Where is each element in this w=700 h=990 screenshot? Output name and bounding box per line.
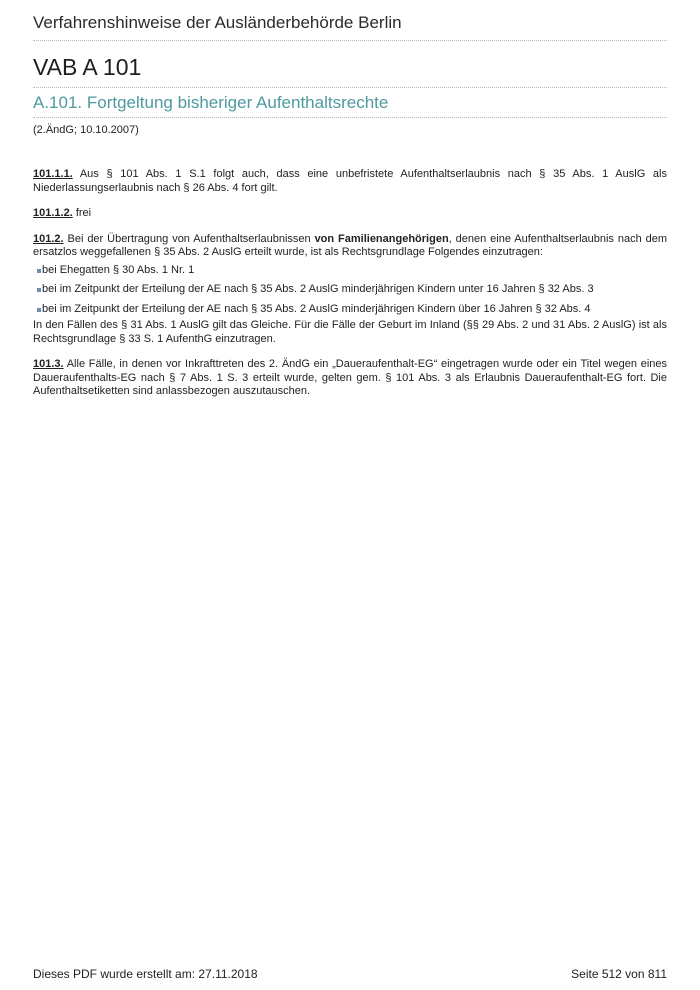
list-item-text: bei Ehegatten § 30 Abs. 1 Nr. 1 <box>42 263 195 276</box>
paragraph-bold-text: von Familienangehörigen <box>314 232 449 245</box>
paragraph-text: Aus § 101 Abs. 1 S.1 folgt auch, dass eine unbefristete Aufenthaltserlaubnis nach § 35 Abs. 1 AuslG als Niederlassungserlaubnis nach § 26 Abs. 4 fort gilt. <box>33 168 667 194</box>
list-item-text: bei im Zeitpunkt der Erteilung der AE nach § 35 Abs. 2 AuslG minderjährigen Kindern unter 16 Jahren § 32 Abs. 3 <box>42 283 594 295</box>
bullet-list <box>33 264 667 317</box>
square-bullet-icon <box>37 288 41 292</box>
vab-title: VAB A 101 <box>33 54 667 88</box>
list-item <box>42 264 667 278</box>
section-title: A.101. Fortgeltung bisheriger Aufenthaltsrechte <box>33 93 667 118</box>
paragraph-text-continued: , denen eine Aufenthaltserlaubnis nach dem ersatzlos weggefallenen § 35 Abs. 2 AuslG erteilt wurde, ist als Rechtsgrundlage Folgendes einzutragen: <box>33 232 667 258</box>
document-page <box>33 0 667 990</box>
document-body <box>33 168 667 411</box>
list-item <box>42 303 667 317</box>
paragraph-101-1-2 <box>33 207 667 221</box>
paragraph-101-3 <box>33 358 667 399</box>
paragraph-number: 101.2. <box>33 232 64 245</box>
list-item-text: bei im Zeitpunkt der Erteilung der AE nach § 35 Abs. 2 AuslG minderjährigen Kindern über 16 Jahren § 32 Abs. 4 <box>42 302 591 315</box>
list-item <box>42 283 667 297</box>
paragraph-intro <box>33 233 667 260</box>
paragraph-101-2 <box>33 233 667 347</box>
paragraph-101-1-1 <box>33 168 667 195</box>
footer-page-number: Seite 512 von 811 <box>571 967 667 981</box>
paragraph-closing-text: In den Fällen des § 31 Abs. 1 AuslG gilt das Gleiche. Für die Fälle der Geburt im Inland (§§ 29 Abs. 2 und 31 Abs. 2 AuslG) ist als Rechtsgrundlage § 33 S. 1 AufenthG einzutragen. <box>33 319 667 345</box>
paragraph-number: 101.1.1. <box>33 168 73 180</box>
paragraph-number: 101.3. <box>33 358 64 370</box>
paragraph-number: 101.1.2. <box>33 207 73 219</box>
paragraph-text: frei <box>72 207 92 219</box>
document-header-title: Verfahrenshinweise der Ausländerbehörde Berlin <box>33 13 667 41</box>
paragraph-text: Alle Fälle, in denen vor Inkrafttreten des 2. ÄndG ein „Daueraufenthalt-EG“ eingetragen wurde oder ein Titel wegen eines Daueraufenthalts-EG nach § 7 Abs. 1 S. 3 erteilt wurde, gelten gem. § 101 Abs. 3 als Erlaubnis Daueraufenthalt-EG fort. Die Aufenthaltsetiketten sind anlassbezogen auszutauschen. <box>33 358 667 397</box>
amendment-meta: (2.ÄndG; 10.10.2007) <box>33 124 139 136</box>
square-bullet-icon <box>37 308 41 312</box>
paragraph-text: Bei der Übertragung von Aufenthaltserlaubnissen <box>63 232 315 245</box>
footer-created-date: Dieses PDF wurde erstellt am: 27.11.2018 <box>33 967 258 981</box>
square-bullet-icon <box>37 269 41 273</box>
